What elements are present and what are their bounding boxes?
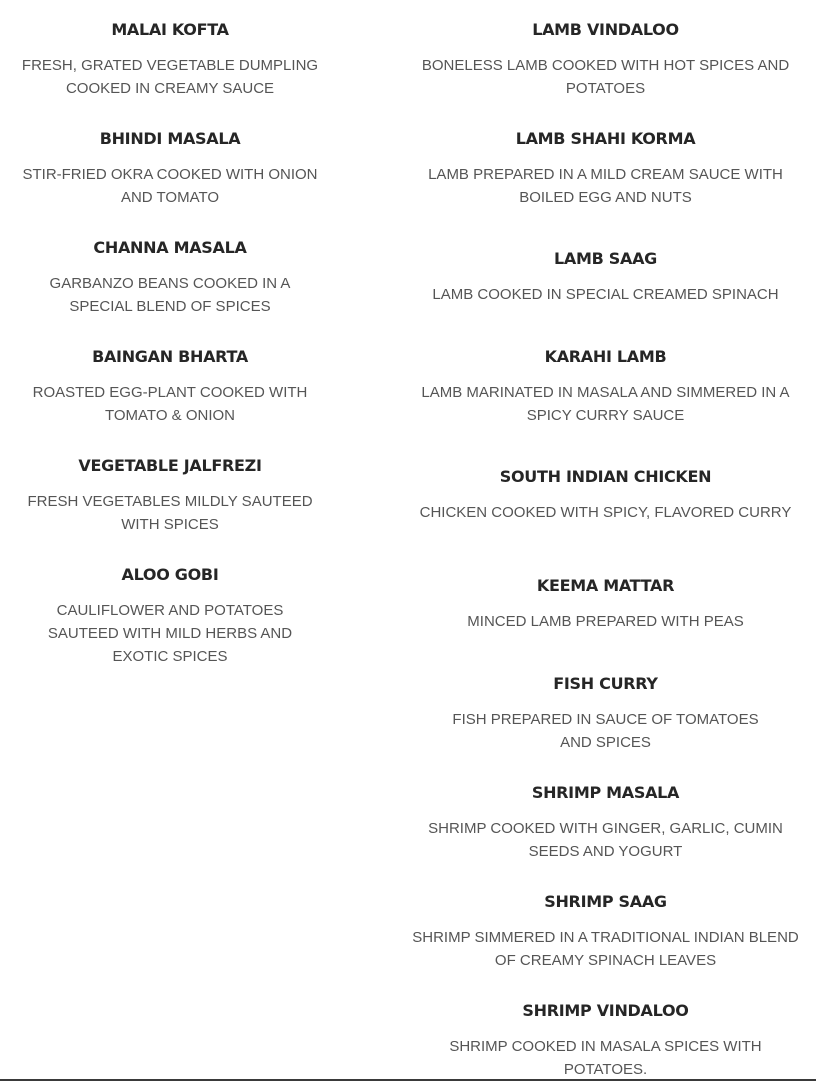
- item-name: LAMB SHAHI KORMA: [515, 129, 696, 148]
- item-description: CAULIFLOWER AND POTATOES SAUTEED WITH MILD HERBS AND EXOTIC SPICES: [47, 602, 293, 665]
- item-name: BAINGAN BHARTA: [92, 347, 248, 366]
- item-description: GARBANZO BEANS COOKED IN A SPECIAL BLEND OF SPICES: [49, 275, 291, 315]
- item-name: SOUTH INDIAN CHICKEN: [499, 467, 712, 486]
- item-name: SHRIMP SAAG: [544, 892, 667, 911]
- menu-item: [0, 129, 340, 209]
- menu-item: [395, 576, 816, 633]
- item-name: FISH CURRY: [553, 674, 658, 693]
- item-description: ROASTED EGG-PLANT COOKED WITH TOMATO & ONION: [32, 384, 308, 424]
- menu-item: [0, 20, 340, 100]
- item-description: SHRIMP COOKED WITH GINGER, GARLIC, CUMIN SEEDS AND YOGURT: [428, 820, 783, 860]
- menu-item: [0, 238, 340, 318]
- menu-item: [395, 249, 816, 306]
- item-description: STIR-FRIED OKRA COOKED WITH ONION AND TOMATO: [22, 166, 318, 206]
- item-description: LAMB COOKED IN SPECIAL CREAMED SPINACH: [432, 286, 779, 303]
- item-description: SHRIMP SIMMERED IN A TRADITIONAL INDIAN BLEND OF CREAMY SPINACH LEAVES: [412, 929, 799, 969]
- item-description: LAMB PREPARED IN A MILD CREAM SAUCE WITH BOILED EGG AND NUTS: [428, 166, 783, 206]
- menu-item: [395, 674, 816, 754]
- item-description: FISH PREPARED IN SAUCE OF TOMATOES AND SPICES: [452, 711, 759, 751]
- item-name: ALOO GOBI: [121, 565, 219, 584]
- item-name: MALAI KOFTA: [111, 20, 229, 39]
- item-description: CHICKEN COOKED WITH SPICY, FLAVORED CURRY: [419, 504, 792, 521]
- menu-item: [395, 129, 816, 209]
- menu-item: [395, 892, 816, 972]
- item-name: KARAHI LAMB: [544, 347, 667, 366]
- item-description: MINCED LAMB PREPARED WITH PEAS: [467, 613, 744, 630]
- item-name: SHRIMP VINDALOO: [522, 1001, 689, 1020]
- item-name: SHRIMP MASALA: [531, 783, 680, 802]
- item-description: SHRIMP COOKED IN MASALA SPICES WITH POTATOES.: [449, 1038, 762, 1078]
- item-name: CHANNA MASALA: [93, 238, 247, 257]
- menu-item: [0, 456, 340, 536]
- menu-item: [0, 347, 340, 427]
- item-name: LAMB VINDALOO: [532, 20, 679, 39]
- item-description: FRESH VEGETABLES MILDLY SAUTEED WITH SPICES: [27, 493, 313, 533]
- menu-item: [395, 1001, 816, 1081]
- menu-item: [0, 565, 340, 668]
- item-name: LAMB SAAG: [554, 249, 657, 268]
- menu-item: [395, 347, 816, 427]
- item-name: KEEMA MATTAR: [536, 576, 675, 595]
- item-name: BHINDI MASALA: [99, 129, 241, 148]
- item-description: FRESH, GRATED VEGETABLE DUMPLING COOKED IN CREAMY SAUCE: [21, 57, 319, 97]
- menu-item: [395, 467, 816, 524]
- item-description: BONELESS LAMB COOKED WITH HOT SPICES AND POTATOES: [421, 57, 790, 97]
- menu-item: [395, 20, 816, 100]
- item-name: VEGETABLE JALFREZI: [78, 456, 262, 475]
- item-description: LAMB MARINATED IN MASALA AND SIMMERED IN A SPICY CURRY SAUCE: [421, 384, 790, 424]
- menu-item: [395, 783, 816, 863]
